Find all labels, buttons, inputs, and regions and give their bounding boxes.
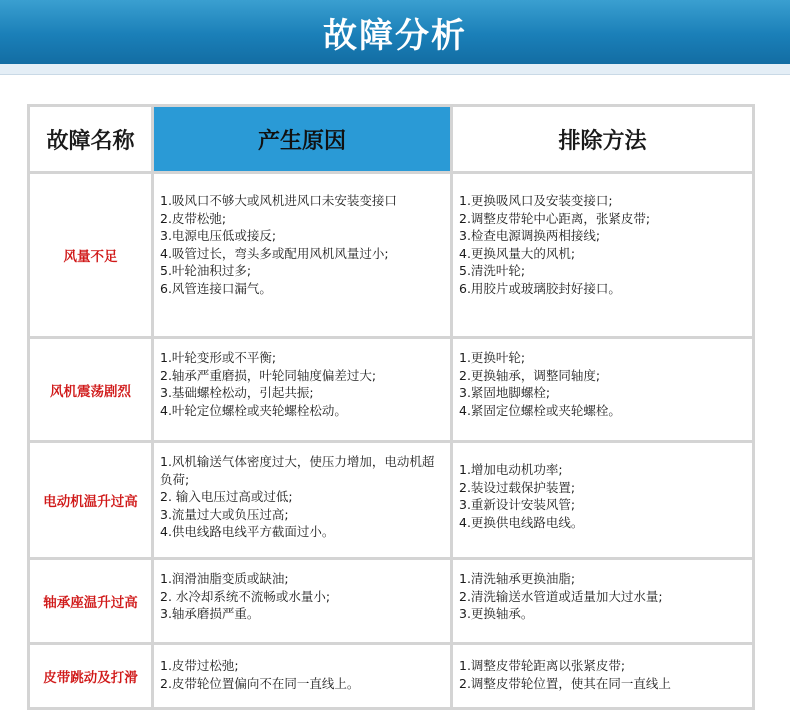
cause-item: 2. 水冷却系统不流畅或水量小; [160,588,331,604]
fault-name: 轴承座温升过高 [43,595,138,611]
remedy-list [453,645,752,698]
cause-item: 2.皮带轮位置偏向不在同一直线上。 [160,675,360,691]
cause-item: 1.皮带过松弛; [160,658,239,673]
remedy-item: 6.用胶片或玻璃胶封好接口。 [459,280,621,296]
cause-item: 1.吸风口不够大或风机进风口未安装变接口 [160,193,397,208]
table-row [30,339,752,440]
page-title: 故障分析 [323,15,467,56]
fault-name: 皮带跳动及打滑 [43,670,138,686]
remedy-item: 1.清洗轴承更换油脂; [459,571,576,586]
remedy-item: 4.更换供电线路电线。 [459,514,584,530]
cause-item: 2.轴承严重磨损，叶轮同轴度偏差过大; [160,367,377,383]
remedy-item: 1.调整皮带轮距离以张紧皮带; [459,658,626,673]
fault-name-cell [30,443,151,557]
remedy-item: 2.调整皮带轮中心距离，张紧皮带; [459,210,651,226]
remedy-item: 3.检查电源调换两相接线; [459,228,601,244]
cause-cell [154,560,450,642]
table-header-row [30,107,752,171]
fault-name: 风量不足 [63,249,118,265]
table-row [30,443,752,557]
fault-analysis-table [27,104,755,710]
cause-item: 2. 输入电压过高或过低; [160,489,293,505]
table-row [30,174,752,336]
banner-divider [0,64,790,75]
remedy-cell [453,443,752,557]
remedy-item: 2.更换轴承，调整同轴度; [459,367,601,383]
remedy-item: 4.紧固定位螺栓或夹轮螺栓。 [459,402,621,418]
remedy-item: 4.更换风量大的风机; [459,245,576,261]
fault-name-cell [30,339,151,440]
remedy-list [453,339,752,425]
remedy-item: 3.紧固地脚螺栓; [459,385,551,401]
cause-item: 4.吸管过长，弯头多或配用风机风量过小; [160,245,389,261]
header-fault-name: 故障名称 [30,107,151,171]
cause-item: 6.风管连接口漏气。 [160,280,272,296]
header-cause: 产生原因 [154,107,450,171]
cause-item: 5.叶轮油积过多; [160,263,252,279]
remedy-item: 3.更换轴承。 [459,606,534,622]
cause-cell [154,645,450,707]
remedy-item: 1.更换吸风口及安装变接口; [459,193,613,208]
cause-cell [154,339,450,440]
fault-name: 风机震荡剧烈 [50,383,131,400]
cause-item: 3.流量过大或负压过高; [160,506,289,522]
remedy-list [453,560,752,629]
cause-item: 4.叶轮定位螺栓或夹轮螺栓松动。 [160,402,347,418]
remedy-item: 2.调整皮带轮位置，使其在同一直线上 [459,675,671,691]
remedy-item: 1.更换叶轮; [459,350,526,365]
title-banner [0,0,790,64]
table-row [30,560,752,642]
remedy-item: 2.清洗输送水管道或适量加大过水量; [459,588,663,604]
remedy-item: 2.装设过载保护装置; [459,479,576,495]
cause-list [154,560,450,629]
cause-item: 1.润滑油脂变质或缺油; [160,571,289,586]
fault-name: 电动机温升过高 [43,494,138,510]
cause-cell [154,443,450,557]
cause-item: 1.风机输送气体密度过大，使压力增加，电动机超负荷; [160,454,435,487]
cause-item: 1.叶轮变形或不平衡; [160,350,277,365]
remedy-cell [453,645,752,707]
cause-list [154,645,450,698]
fault-name-cell [30,560,151,642]
remedy-cell [453,339,752,440]
fault-name-cell [30,645,151,707]
cause-item: 3.电源电压低或接反; [160,228,277,244]
header-remedy: 排除方法 [453,107,752,171]
remedy-list [453,443,752,537]
cause-item: 2.皮带松弛; [160,210,227,226]
remedy-item: 1.增加电动机功率; [459,462,563,477]
cause-item: 3.基础螺栓松动，引起共振; [160,385,314,401]
cause-cell [154,174,450,336]
table-row [30,645,752,707]
cause-item: 3.轴承磨损严重。 [160,606,260,622]
remedy-item: 3.重新设计安装风管; [459,497,576,513]
remedy-cell [453,174,752,336]
cause-item: 4.供电线路电线平方截面过小。 [160,524,335,540]
cause-list [154,174,450,304]
remedy-item: 5.清洗叶轮; [459,263,526,279]
remedy-cell [453,560,752,642]
cause-list [154,443,450,547]
remedy-list [453,174,752,304]
cause-list [154,339,450,425]
fault-name-cell [30,174,151,336]
